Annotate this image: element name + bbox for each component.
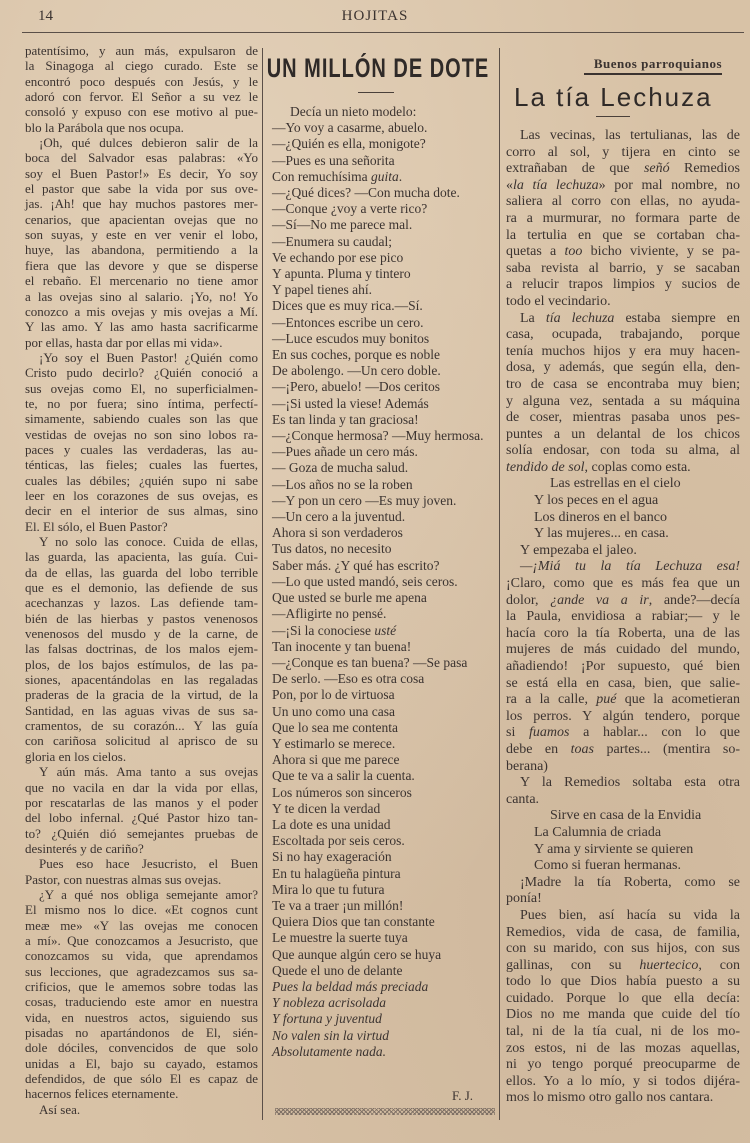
text-line: Dices que es muy rica.—Sí. <box>272 298 423 314</box>
text-line: soy el Buen Pastor!» Es decir, Yo soy <box>25 165 258 181</box>
text-line: Y no solo las conoce. Cuida de ellas, <box>39 534 258 549</box>
text-line: venenosos del musdo y de la carne, de <box>25 626 258 642</box>
text-line: y alguna vez, sentada a su máquina <box>506 393 740 409</box>
text-line: Quede el uno de delante <box>272 962 403 978</box>
text-line: Sirve en casa de la Envidia <box>550 808 702 824</box>
text-line: Y estimarlo se merece. <box>272 735 396 751</box>
header-rule <box>22 32 744 33</box>
text-line: mujeres de más cuidado del mundo, <box>506 642 740 658</box>
text-line: a mí». Que conozcamos a Jesucristo, que <box>25 932 258 948</box>
italic-text: pué <box>596 692 617 708</box>
text-line: la Paula, envidiosa a rabiar;— y le <box>506 609 740 625</box>
text-line: En sus coches, porque es noble <box>272 347 440 363</box>
text-line: ¡Madre la tía Roberta, como se <box>520 874 740 890</box>
text-line: —Y pon un cero —Es muy joven. <box>272 492 457 508</box>
text-line: paces y cuales las verdaderas, las au- <box>25 441 258 457</box>
text-line: la Sinagoga al ciego curado. Este se <box>25 58 258 74</box>
left-article-column <box>25 43 258 1117</box>
poem-column <box>272 104 494 1060</box>
text-line: Así sea. <box>39 1101 81 1117</box>
text-line: leer en los corazones de sus ovejas, es <box>25 487 258 503</box>
text-line: Tan inocente y tan buena! <box>272 638 412 654</box>
text-line: dolor, ¿ande va a ir, ande?—decía <box>506 592 740 608</box>
column-divider <box>499 48 500 1120</box>
text-line: Que aunque algún cero se huya <box>272 946 442 962</box>
text-line <box>272 1011 494 1027</box>
text-line: Como si fueran hermanas. <box>534 858 681 874</box>
title-rule <box>358 92 394 93</box>
publication-title: HOJITAS <box>341 8 409 24</box>
text-line: puntes a un delantal de los chicos <box>506 426 740 442</box>
text-line: te, no por fuera; sino íntima, perfectí- <box>25 395 258 411</box>
text-line: defendidos, de que sólo El es capaz de <box>25 1071 258 1087</box>
poem-signature: F. J. <box>452 1088 473 1103</box>
text-line: encontró poco después con Jesús, y le <box>25 73 258 89</box>
text-line: Si no hay exageración <box>272 849 392 865</box>
text-line: Un uno como una casa <box>272 703 395 719</box>
text-line: ra a murmurar, no formara parte de <box>506 210 740 226</box>
italic-text: Absolutamente nada. <box>272 1043 386 1059</box>
text-line: decir en el interior de sus almas, sino <box>25 503 258 519</box>
text-line: sus ovejas como El, no superficialmen- <box>25 380 258 396</box>
text-line: La dote es una unidad <box>272 816 391 832</box>
text-line: —Los años no se la roben <box>272 476 413 492</box>
text-line: Con remuchísima guita. <box>272 168 403 184</box>
text-line: El. El sólo, el Buen Pastor? <box>25 518 168 534</box>
text-line: berana) <box>506 758 548 774</box>
italic-text: tendido de sol <box>506 459 585 475</box>
text-line: da de ellas, las guarda del lobo terrible <box>25 564 258 580</box>
text-line: Pues bien, así hacía su vida la <box>520 907 740 923</box>
text-line: Cristo pudo decirlo? ¿Quién conoció a <box>25 365 258 381</box>
text-line: En tu halagüeña pintura <box>272 865 401 881</box>
text-line: Santidad, en las aguas vivas de sus sa- <box>25 702 258 718</box>
text-line: — Goza de mucha salud. <box>272 460 409 476</box>
text-line: mos lo mismo otro gallo nos cantara. <box>506 1090 714 1106</box>
text-line: el rebaño. El mercenario no tiene amor <box>25 273 258 289</box>
text-line: Decía un nieto modelo: <box>290 104 417 119</box>
text-line: quetas a too bicho viviente, y se pa- <box>506 244 740 260</box>
italic-text: señó <box>643 161 670 177</box>
text-line: Y papel tienes ahí. <box>272 282 372 298</box>
text-line: tendido de sol, coplas como esta. <box>506 459 691 475</box>
text-line: gloria en los cielos. <box>25 748 127 764</box>
text-line: tenía muchos hijos y era muy hacen- <box>506 343 740 359</box>
text-line: simamente, sabiendo cuales son las que <box>25 411 258 427</box>
text-line: —Luce escudos muy bonitos <box>272 330 430 346</box>
text-line: —Sí—No me parece mal. <box>272 217 413 233</box>
italic-text: tía lechuza <box>545 310 615 326</box>
text-line: Pastor, con nuestras almas sus ovejas. <box>25 871 222 887</box>
italic-text: ¿ande va a ir <box>550 592 649 608</box>
text-line: tro de casa se encontraba muy bien; <box>506 376 740 392</box>
italic-text: guita <box>370 168 399 184</box>
italic-text: huertecico <box>639 957 699 973</box>
text-line: Escoltada por seis ceros. <box>272 833 405 849</box>
text-line: las guarda, las apacienta, las guía. Cui- <box>25 549 258 565</box>
text-line: canta. <box>506 791 540 807</box>
text-line: —¿Qué dices? —Con mucha dote. <box>272 185 460 201</box>
text-line: blo la Parábola que nos ocupa. <box>25 119 184 135</box>
text-line: siones, apacentándolas en las regaladas <box>25 672 258 688</box>
text-line: debe en toas partes... (mentira so- <box>506 741 740 757</box>
text-line <box>272 1044 494 1060</box>
text-line: se está ella en casa, bien, que salie- <box>506 675 740 691</box>
text-line: Los dineros en el banco <box>534 509 667 525</box>
page-number: 14 <box>38 8 53 24</box>
text-line: a relucir trapos limpios y sucios de <box>506 277 740 293</box>
text-line: Ahora si que me parece <box>272 752 400 768</box>
text-line: Ve echando por ese pico <box>272 249 404 265</box>
text-line: ¡Claro, como que es más fea que un <box>506 576 740 592</box>
text-line: son suyas, y este en ver venir el lobo, <box>25 227 258 243</box>
text-line: to? ¿Quién dió semejantes pruebas de <box>25 825 258 841</box>
text-line: Te va a traer ¡un millón! <box>272 897 404 913</box>
text-line: plos, de los bajos estímulos, de las pa- <box>25 656 258 672</box>
text-line: De serlo. —Eso es otra cosa <box>272 671 425 687</box>
text-line: cuales las débiles; ¿quién supo ni sabe <box>25 472 258 488</box>
text-line: las falsas doctrinas, de los malos ejem- <box>25 641 258 657</box>
text-line: solía endosar, con toda su alma, al <box>506 443 740 459</box>
text-line: de coser, mientras pasaba unos pes- <box>506 410 740 426</box>
text-line: acechanzas y lazos. Las defiende tam- <box>25 595 258 611</box>
text-line: todo el vecindario. <box>506 293 611 309</box>
text-line: «la tía lechuza» por mal nombre, no <box>506 177 741 193</box>
text-line: —Enumera su caudal; <box>272 233 392 249</box>
text-line: extrañaban de que señó Remedios <box>506 161 740 177</box>
decorative-border <box>275 1108 495 1115</box>
text-line: Que usted se burle me apena <box>272 590 427 606</box>
italic-text: —¡Miá tu la tía Lechuza esa! <box>520 559 740 575</box>
text-line: De abolengo. —Un cero doble. <box>272 363 441 379</box>
text-line: todo lo que Dios había puesto a su <box>506 974 740 990</box>
text-line: El mismo nos lo dice. «Et cognos cunt <box>25 902 258 918</box>
text-line: Y las amo. Y las amo hasta sacrificarme <box>25 319 258 335</box>
section-label: Buenos parroquianos <box>593 56 722 71</box>
text-line: —¿Conque es tan buena? —Se pasa <box>272 654 468 670</box>
text-line: Remedios, vida de casa, de familia, <box>506 924 740 940</box>
text-line: La Calumnia de criada <box>534 824 662 840</box>
text-line: ¡Yo soy el Buen Pastor! ¿Quién como <box>39 349 258 365</box>
text-line: —Afligirte no pensé. <box>272 606 387 622</box>
text-line: sus lecciones, que agradezcamos sus sa- <box>25 963 258 979</box>
text-line: corro al sol, y tijera en cinto se <box>506 144 740 160</box>
text-line: del lobo infernal. ¿Qué Pastor hizo tan- <box>25 810 258 826</box>
right-article-column <box>506 128 740 1107</box>
italic-text: fuamos <box>529 725 570 741</box>
text-line: Es tan linda y tan graciosa! <box>272 411 419 427</box>
text-line: Las estrellas en el cielo <box>550 476 681 492</box>
text-line: Y aún más. Ama tanto a sus ovejas <box>39 764 258 780</box>
text-line: si fuamos a hablar... con lo que <box>506 725 740 741</box>
text-line: ponía! <box>506 891 542 907</box>
text-line: a las ovejas sino al salario. ¡Yo, no! Yo <box>25 288 258 304</box>
text-line: vestidas de ovejas no son sino lobos ra- <box>25 426 258 442</box>
text-line: los perros. Y algún tendero, porque <box>506 708 740 724</box>
text-line: cosas, traduciendo este amor en nuestra <box>25 994 258 1010</box>
text-line: —Pues es una señorita <box>272 152 395 168</box>
text-line <box>272 1028 494 1044</box>
text-line: —Yo voy a casarme, abuelo. <box>272 120 428 136</box>
text-line: —¡Si usted la viese! Además <box>272 395 429 411</box>
text-line: consoló y expuso con ese motivo al pue- <box>25 104 258 120</box>
text-line: hacía coro la tía Roberta, una de las <box>506 625 740 641</box>
text-line: ¿Y a qué nos obliga semejante amor? <box>39 886 258 902</box>
italic-text: Y fortuna y juventud <box>272 1011 382 1027</box>
text-line: Y te dicen la verdad <box>272 800 381 816</box>
text-line: Quiera Dios que tan constante <box>272 914 435 930</box>
text-line: que es el demonio, las defiende de sus <box>25 580 258 596</box>
text-line: zos estos, ni de las mozas aquellas, <box>506 1040 740 1056</box>
text-line: Tus datos, no necesito <box>272 541 392 557</box>
text-line: Y las mujeres... en casa. <box>534 526 669 542</box>
article-title: La tía Lechuza <box>514 82 713 112</box>
italic-text: toas <box>570 741 594 757</box>
text-line: ra a la calle, pué que la acometieran <box>506 692 741 708</box>
italic-text: Pues la beldad más preciada <box>272 978 429 994</box>
text-line: tal, ni de la tía cual, ni de los mo- <box>506 1024 740 1040</box>
text-line: por ellas, hasta dar por ellas mi vida». <box>25 334 223 350</box>
text-line: pisadas no apartándonos de El, sién- <box>25 1025 258 1040</box>
text-line <box>506 559 740 576</box>
text-line: bién de las hierbas y pastos venenosos <box>25 610 258 626</box>
text-line <box>272 979 494 995</box>
text-line: saliera al corro con ellas, no ayuda- <box>506 194 740 210</box>
text-line: unidas a El, bajo su cayado, estamos <box>25 1055 258 1071</box>
text-line: —¡Pero, abuelo! —Dos ceritos <box>272 379 440 395</box>
text-line: boca del Salvador esas palabras: «Yo <box>25 150 258 166</box>
text-line: gallinas, con su huertecico, con <box>506 957 740 973</box>
text-line: —Un cero a la juventud. <box>272 509 406 525</box>
text-line: cenarios, que apacientan ovejas que no <box>25 211 258 227</box>
text-line: Saber más. ¿Y qué has escrito? <box>272 557 440 573</box>
text-line: Que lo sea me contenta <box>272 719 398 735</box>
text-line: Y la Remedios soltaba esta otra <box>520 775 740 791</box>
text-line: patentísimo, y aun más, expulsaron de <box>25 43 258 58</box>
text-line: cramentos, de su corazón... Y las guía <box>25 718 258 734</box>
text-line: dole dóciles, convencidos de que solo <box>25 1040 258 1056</box>
text-line: praderas de la gracia de la virtud, de la <box>25 687 258 703</box>
text-line: ni yo tengo porqué preocuparme de <box>506 1057 740 1073</box>
text-line: —¡Si la conociese usté <box>272 622 397 638</box>
text-line: con su marido, con sus hijos, con sus <box>506 941 740 957</box>
text-line: Mira lo que tu futura <box>272 881 385 897</box>
text-line: —Pues añade un cero más. <box>272 444 418 460</box>
text-line: huye, las abandona, permitiendo a la <box>25 242 258 258</box>
text-line: ellos. Yo a lo mío, y si todos dijéra- <box>506 1073 740 1089</box>
text-line: hacernos felices eternamente. <box>25 1086 179 1102</box>
text-line: meæ me» «Y las ovejas me conocen <box>25 917 258 933</box>
section-underline <box>584 73 722 75</box>
italic-text: usté <box>374 622 397 638</box>
title-rule <box>596 116 630 117</box>
text-line: cuidado. Porque lo que ella decía: <box>506 990 740 1006</box>
text-line: —Lo que usted mandó, seis ceros. <box>272 573 458 589</box>
text-line: —¿Quién es ella, monigote? <box>272 136 426 152</box>
italic-text: too <box>564 244 583 260</box>
text-line: Ahora si son verdaderos <box>272 525 403 541</box>
column-divider <box>262 48 263 1120</box>
text-line: con cariñosa solicitud al aprisco de su <box>25 733 258 749</box>
text-line: conozco a mis ovejas y mis ovejas a Mí. <box>25 303 258 319</box>
poem-title: UN MILLÓN DE DOTE <box>266 54 490 84</box>
text-line: Y apunta. Pluma y tintero <box>272 266 411 282</box>
italic-text: Y nobleza acrisolada <box>272 995 387 1011</box>
text-line: el pastor que sabe la vida por sus ove- <box>25 181 258 197</box>
text-line: Que te va a salir la cuenta. <box>272 768 415 784</box>
text-line: por rescatarlas de las manos y el poder <box>25 794 258 810</box>
italic-text: la tía lechuza <box>513 177 599 193</box>
text-line: Pon, por lo de virtuosa <box>272 687 395 703</box>
text-line: crificios, que le amemos sobre todas las <box>25 978 258 994</box>
text-line: Pues eso hace Jesucristo, el Buen <box>39 856 258 872</box>
text-line: vida, en nuestros actos, siguiendo sus <box>25 1009 258 1025</box>
text-line: casa, ocupada, trabajando, porque <box>506 327 740 343</box>
text-line: dosa, y además, que según ella, den- <box>506 360 740 376</box>
text-line: Los números son sinceros <box>272 784 412 800</box>
text-line: Y ama y sirviente se quieren <box>534 841 694 857</box>
text-line: —¿Conque hermosa? —Muy hermosa. <box>272 428 484 444</box>
text-line: Le muestre la suerte tuya <box>272 930 408 946</box>
text-line: desinterés y de cariño? <box>25 840 144 856</box>
text-line: Y empezaba el jaleo. <box>520 542 637 558</box>
text-line: adoró con fervor. El Señor a su vez le <box>25 89 258 105</box>
text-line: ténticas, las fieles; cuales las fuertes, <box>25 457 258 473</box>
text-line: la tertulia en que se cortaban cha- <box>506 227 740 243</box>
text-line: añadiendo! ¡Por supuesto, qué bien <box>506 659 740 674</box>
text-line: Dios no me manda que cuide del tío <box>506 1007 740 1023</box>
text-line: —Entonces escribe un cero. <box>272 314 424 330</box>
text-line: conozcamos su vida, que aprendamos <box>25 948 258 964</box>
text-line: —Conque ¿voy a verte rico? <box>272 201 428 217</box>
text-line: La tía lechuza estaba siempre en <box>520 310 741 326</box>
text-line <box>272 995 494 1011</box>
italic-text: No valen sin la virtud <box>272 1027 389 1043</box>
text-line: jas. ¡Ah! que hay muchos pastores mer- <box>25 196 258 212</box>
text-line: fiera que las devore y que se disperse <box>25 257 258 273</box>
text-line: Las vecinas, las tertulianas, las de <box>520 128 740 143</box>
text-line: Y los peces en el agua <box>534 493 659 509</box>
text-line: ¡Oh, qué dulces debieron salir de la <box>39 135 258 151</box>
text-line: que no vacila en dar la vida por ellas, <box>25 779 258 795</box>
text-line: saba revista al barrio, y se sacaban <box>506 260 740 276</box>
